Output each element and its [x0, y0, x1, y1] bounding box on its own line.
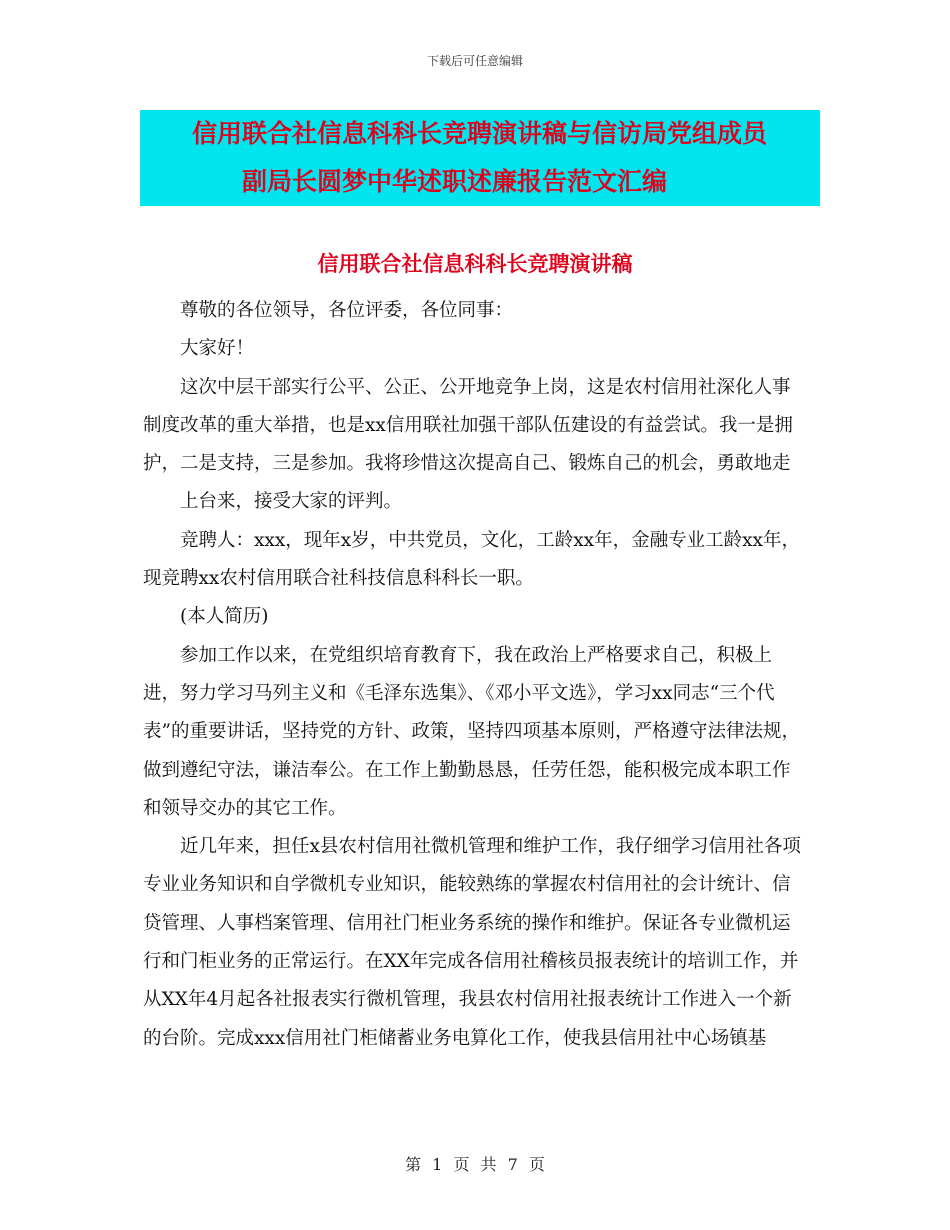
paragraph-resume-note: (本人简历): [180, 606, 269, 628]
paragraph: 近几年来，担任x县农村信用社微机管理和维护工作，我仔细学习信用社各项专业业务知识和自学微机专业知识，能较熟练的掌握农村信用社的会计统计、信贷管理、人事档案管理、信用社门柜业务系统的操作和维护。保证各专业微机运行和门柜业务的正常运行。在XX年完成各信用社稽核员报表统计的培训工作，并从XX年4月起各社报表实行微机管理，我县农村信用社报表统计工作进入一个新的台阶。完成xxx信用社门柜储蓄业务电算化工作，使我县信用社中心场镇基: [143, 836, 801, 1049]
paragraph: 这次中层干部实行公平、公正、公开地竞争上岗，这是农村信用社深化人事制度改革的重大举措，也是xx信用联社加强干部队伍建设的有益尝试。我一是拥护，二是支持，三是参加。我将珍惜这次提高自己、锻炼自己的机会，勇敢地走: [143, 376, 793, 475]
title-line-1: 信用联合社信息科科长竞聘演讲稿与信访局党组成员: [192, 119, 768, 148]
paragraph-greeting: 尊敬的各位领导，各位评委，各位同事：: [180, 300, 514, 321]
paragraph-hello: 大家好！: [180, 338, 255, 360]
paragraph: 上台来，接受大家的评判。: [180, 491, 403, 513]
page-footer: 第 1 页 共 7 页: [405, 1155, 545, 1174]
section-title: 信用联合社信息科科长竞聘演讲稿: [317, 251, 633, 276]
paragraph: 参加工作以来，在党组织培育教育下，我在政治上严格要求自己，积极上进，努力学习马列主义和《毛泽东选集》、《邓小平文选》，学习xx同志“三个代表”的重要讲话，坚持党的方针、政策，坚持四项基本原则，严格遵守法律法规，做到遵纪守法，谦洁奉公。在工作上勤勤恳恳，任劳任怨，能积极完成本职工作和领导交办的其它工作。: [143, 644, 800, 819]
header-note: 下载后可任意编辑: [426, 54, 523, 68]
document-title: [140, 110, 820, 206]
document-body: [143, 292, 808, 1058]
title-line-2: 副局长圆梦中华述职述廉报告范文汇编: [242, 167, 668, 196]
paragraph: 竞聘人：xxx，现年x岁，中共党员，文化，工龄xx年，金融专业工龄xx年，现竞聘xx农村信用联合社科技信息科科长一职。: [143, 529, 800, 590]
